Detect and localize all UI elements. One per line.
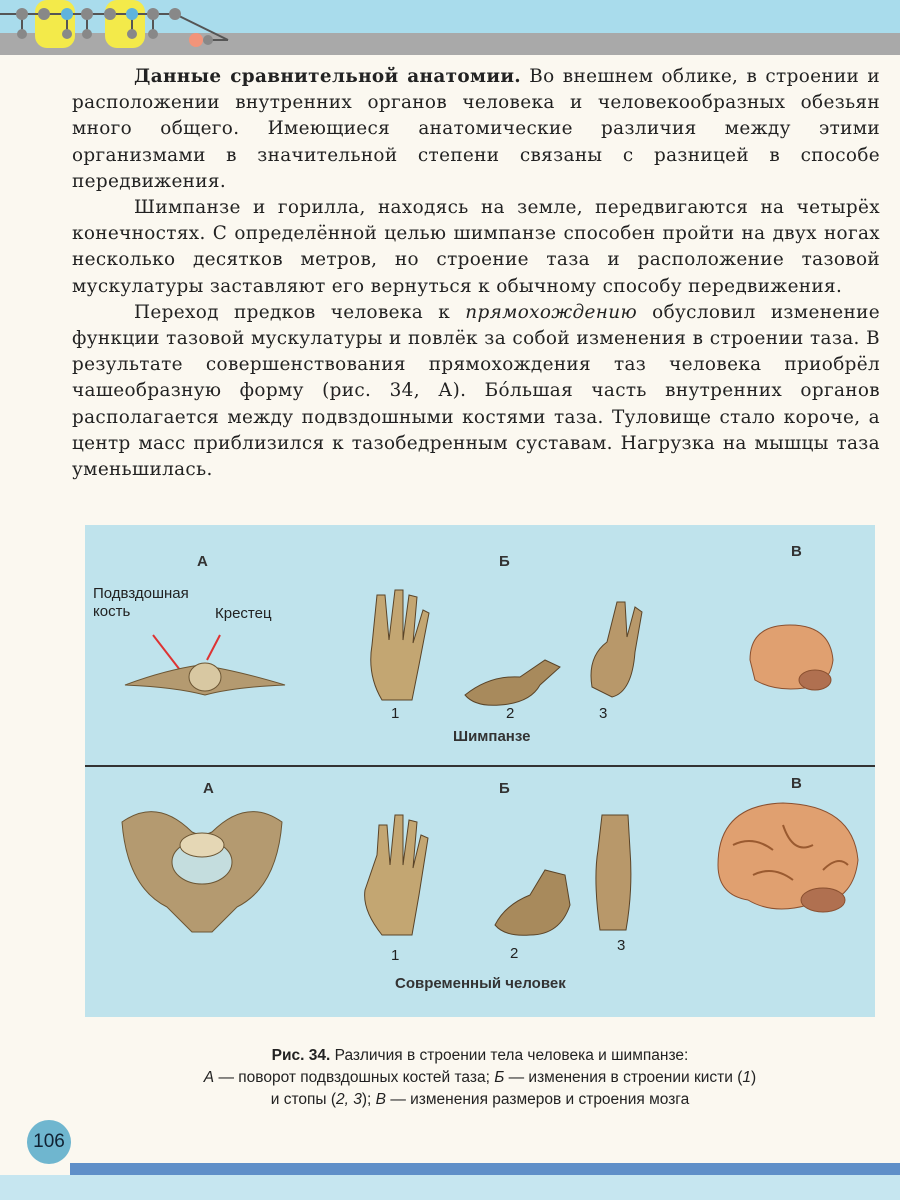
human-foot-image bbox=[490, 865, 580, 945]
caption-text: — изменения в строении кисти ( bbox=[504, 1069, 743, 1086]
caption-figure-number: Рис. 34. bbox=[271, 1047, 331, 1064]
human-foot-number: 2 bbox=[510, 945, 519, 962]
body-text bbox=[72, 64, 880, 483]
human-brain-image bbox=[713, 795, 863, 935]
paragraph-heading: Данные сравнительной анатомии. bbox=[134, 66, 522, 87]
figure-divider bbox=[85, 765, 875, 767]
paragraph-text: Во внешнем облике, в строении и расположении внутренних органов человека и человекообразных обезьян много общего. Имеющиеся анатомические различия между этими организмами в значительной степени связаны с разницей в способе передвижения. bbox=[72, 66, 880, 192]
figure-caption bbox=[85, 1045, 875, 1111]
human-label-v: В bbox=[791, 775, 802, 792]
footer-stripe bbox=[70, 1163, 900, 1175]
molecule-decoration-icon bbox=[0, 0, 380, 60]
human-hand-image bbox=[357, 810, 437, 940]
caption-text: — изменения размеров и строения мозга bbox=[386, 1091, 690, 1108]
chimp-foot-image bbox=[460, 655, 570, 715]
human-foot-top-number: 3 bbox=[617, 937, 626, 954]
paragraph-text: Шимпанзе и горилла, находясь на земле, передвигаются на четырёх конечностях. С определённой целью шимпанзе способен пройти на двух ногах несколько десятков метров, но строение таза и расположение тазовой мускулатуры заставляют его вернуться к обычному способу передвижения. bbox=[72, 197, 880, 297]
caption-text: ); bbox=[361, 1091, 376, 1108]
paragraph-text: обусловил изменение функции тазовой мускулатуры и повлёк за собой изменения в строении таза. В результате совершенствования прямохождения таз человека приобрёл чашеобразную форму (рис. 34, А). Бóльшая часть внутренних органов располагается между подвздошными костями таза. Туловище стало короче, а центр масс приблизился к тазобедренным суставам. Нагрузка на мышцы таза уменьшилась. bbox=[72, 301, 880, 481]
human-pelvis-image bbox=[117, 797, 287, 937]
caption-letter-b: Б bbox=[494, 1069, 505, 1086]
caption-number: 1 bbox=[742, 1069, 752, 1086]
sacrum-label: Крестец bbox=[215, 605, 272, 622]
chimp-hand-number: 1 bbox=[391, 705, 400, 722]
paragraph-1 bbox=[72, 64, 880, 195]
chimp-title: Шимпанзе bbox=[453, 728, 531, 745]
chimp-foot-side-image bbox=[577, 597, 647, 707]
chimp-label-v: В bbox=[791, 543, 802, 560]
paragraph-2 bbox=[72, 195, 880, 300]
chimp-foot-side-number: 3 bbox=[599, 705, 608, 722]
human-title: Современный человек bbox=[395, 975, 566, 992]
caption-letter-v: В bbox=[375, 1091, 387, 1108]
paragraph-text: Переход предков человека к bbox=[134, 301, 466, 323]
chimp-brain-image bbox=[745, 620, 845, 700]
caption-text: и стопы ( bbox=[270, 1091, 337, 1108]
caption-number: 2, 3 bbox=[336, 1091, 362, 1108]
chimp-label-b: Б bbox=[499, 553, 510, 570]
human-label-b: Б bbox=[499, 780, 510, 797]
footer-band bbox=[0, 1175, 900, 1200]
human-label-a: А bbox=[203, 780, 214, 797]
chimp-pelvis-image bbox=[115, 615, 295, 725]
chimp-hand-image bbox=[357, 585, 437, 705]
caption-text: ) bbox=[751, 1069, 757, 1086]
caption-letter-a: А bbox=[203, 1069, 215, 1086]
chimp-foot-number: 2 bbox=[506, 705, 515, 722]
human-hand-number: 1 bbox=[391, 947, 400, 964]
caption-title: Различия в строении тела человека и шимпанзе: bbox=[330, 1047, 689, 1064]
ilium-label: Подвздошная кость bbox=[93, 585, 189, 620]
figure-34 bbox=[85, 525, 875, 1017]
caption-text: — поворот подвздошных костей таза; bbox=[214, 1069, 495, 1086]
paragraph-3 bbox=[72, 300, 880, 483]
human-foot-top-image bbox=[588, 810, 638, 940]
chimp-label-a: А bbox=[197, 553, 208, 570]
italic-term: прямохождению bbox=[465, 301, 637, 323]
page-number: 106 bbox=[27, 1120, 71, 1164]
